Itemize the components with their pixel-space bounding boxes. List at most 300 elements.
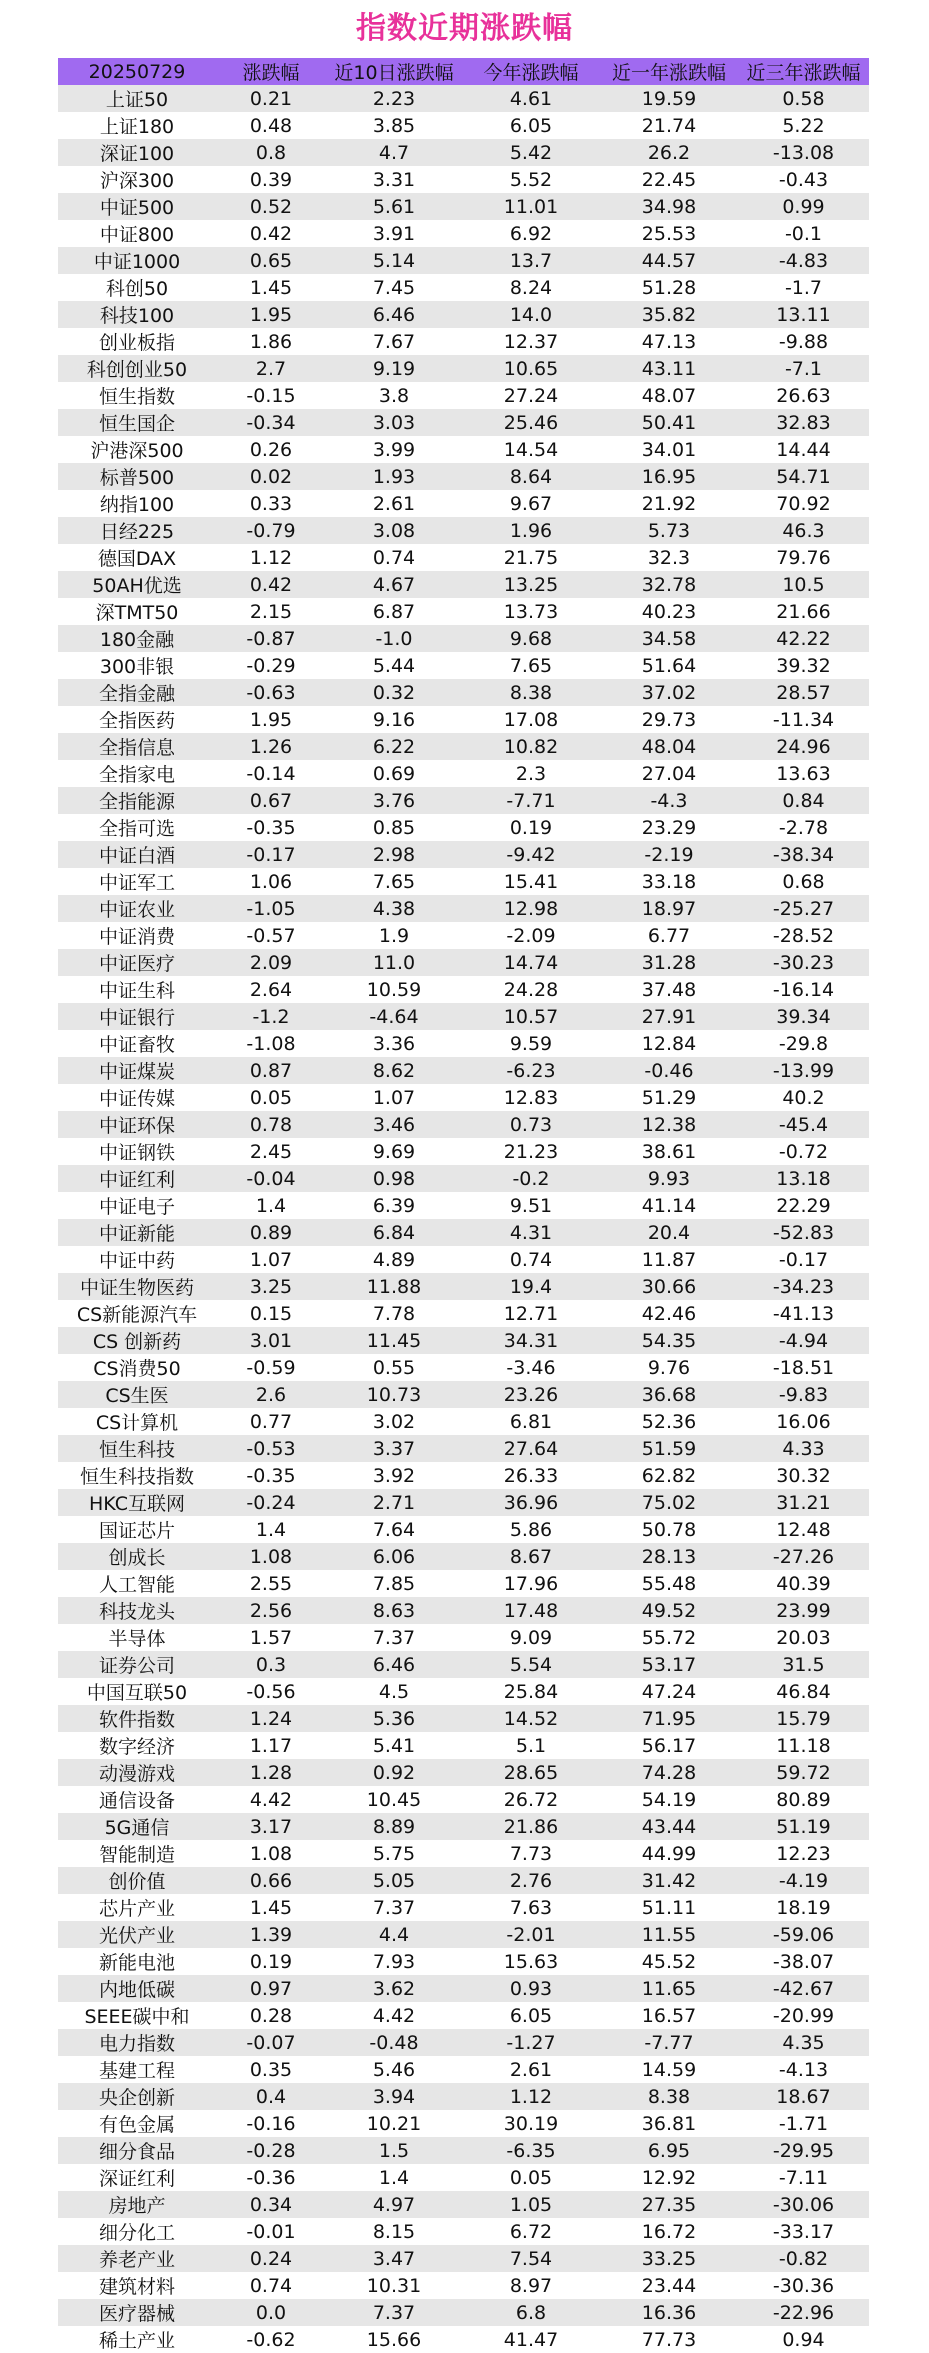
change-3year-cell: -13.08	[738, 139, 869, 166]
change-10day-cell: 5.44	[326, 652, 462, 679]
change-1year-cell: 51.29	[600, 1084, 738, 1111]
change-3year-cell: -7.1	[738, 355, 869, 382]
ytd-change-cell: 7.63	[462, 1894, 600, 1921]
ytd-change-cell: 15.41	[462, 868, 600, 895]
daily-change-cell: -0.24	[216, 1489, 326, 1516]
index-name-cell: 中证白酒	[58, 841, 216, 868]
ytd-change-cell: 28.65	[462, 1759, 600, 1786]
index-name-cell: 基建工程	[58, 2056, 216, 2083]
change-1year-cell: 48.07	[600, 382, 738, 409]
table-row	[58, 382, 869, 409]
change-10day-cell: 6.39	[326, 1192, 462, 1219]
ytd-change-cell: 7.73	[462, 1840, 600, 1867]
ytd-change-cell: 14.54	[462, 436, 600, 463]
header-1year-change: 近一年涨跌幅	[600, 58, 738, 85]
table-row	[58, 1354, 869, 1381]
change-10day-cell: 7.37	[326, 1894, 462, 1921]
change-1year-cell: 77.73	[600, 2326, 738, 2353]
change-3year-cell: 13.18	[738, 1165, 869, 1192]
change-1year-cell: 30.66	[600, 1273, 738, 1300]
change-1year-cell: 32.3	[600, 544, 738, 571]
change-10day-cell: 6.06	[326, 1543, 462, 1570]
change-1year-cell: 29.73	[600, 706, 738, 733]
change-1year-cell: 41.14	[600, 1192, 738, 1219]
change-3year-cell: -1.7	[738, 274, 869, 301]
change-1year-cell: 21.74	[600, 112, 738, 139]
change-3year-cell: -28.52	[738, 922, 869, 949]
change-10day-cell: 3.62	[326, 1975, 462, 2002]
index-name-cell: 沪港深500	[58, 436, 216, 463]
daily-change-cell: 2.45	[216, 1138, 326, 1165]
change-3year-cell: 0.58	[738, 85, 869, 112]
change-10day-cell: 5.36	[326, 1705, 462, 1732]
daily-change-cell: 0.87	[216, 1057, 326, 1084]
index-name-cell: 中证800	[58, 220, 216, 247]
change-3year-cell: -0.17	[738, 1246, 869, 1273]
table-row	[58, 1408, 869, 1435]
change-10day-cell: 7.64	[326, 1516, 462, 1543]
daily-change-cell: -0.07	[216, 2029, 326, 2056]
table-row	[58, 139, 869, 166]
table-row	[58, 733, 869, 760]
ytd-change-cell: 0.05	[462, 2164, 600, 2191]
daily-change-cell: 3.25	[216, 1273, 326, 1300]
change-10day-cell: 1.9	[326, 922, 462, 949]
daily-change-cell: 1.45	[216, 1894, 326, 1921]
change-1year-cell: 56.17	[600, 1732, 738, 1759]
index-name-cell: 科技100	[58, 301, 216, 328]
change-1year-cell: 21.92	[600, 490, 738, 517]
table-row	[58, 1192, 869, 1219]
daily-change-cell: -0.34	[216, 409, 326, 436]
ytd-change-cell: 30.19	[462, 2110, 600, 2137]
daily-change-cell: -0.79	[216, 517, 326, 544]
daily-change-cell: 0.89	[216, 1219, 326, 1246]
change-3year-cell: -59.06	[738, 1921, 869, 1948]
index-name-cell: 人工智能	[58, 1570, 216, 1597]
ytd-change-cell: 21.75	[462, 544, 600, 571]
change-10day-cell: -1.0	[326, 625, 462, 652]
daily-change-cell: 1.4	[216, 1192, 326, 1219]
index-name-cell: 智能制造	[58, 1840, 216, 1867]
change-1year-cell: 55.48	[600, 1570, 738, 1597]
table-row	[58, 1813, 869, 1840]
change-3year-cell: 51.19	[738, 1813, 869, 1840]
index-name-cell: 中证银行	[58, 1003, 216, 1030]
ytd-change-cell: 5.42	[462, 139, 600, 166]
table-row	[58, 517, 869, 544]
change-3year-cell: 26.63	[738, 382, 869, 409]
daily-change-cell: 1.06	[216, 868, 326, 895]
change-3year-cell: 30.32	[738, 1462, 869, 1489]
ytd-change-cell: 13.25	[462, 571, 600, 598]
index-name-cell: 全指家电	[58, 760, 216, 787]
index-name-cell: 中证环保	[58, 1111, 216, 1138]
daily-change-cell: 0.35	[216, 2056, 326, 2083]
table-row	[58, 2272, 869, 2299]
header-daily-change: 涨跌幅	[216, 58, 326, 85]
ytd-change-cell: 9.51	[462, 1192, 600, 1219]
change-1year-cell: 44.99	[600, 1840, 738, 1867]
index-name-cell: 180金融	[58, 625, 216, 652]
change-10day-cell: 4.89	[326, 1246, 462, 1273]
ytd-change-cell: 13.73	[462, 598, 600, 625]
change-1year-cell: 47.24	[600, 1678, 738, 1705]
change-1year-cell: 12.38	[600, 1111, 738, 1138]
ytd-change-cell: 34.31	[462, 1327, 600, 1354]
header-10day-change: 近10日涨跌幅	[326, 58, 462, 85]
table-row	[58, 328, 869, 355]
index-name-cell: 中证医疗	[58, 949, 216, 976]
daily-change-cell: 1.24	[216, 1705, 326, 1732]
daily-change-cell: 0.28	[216, 2002, 326, 2029]
index-name-cell: 中证新能	[58, 1219, 216, 1246]
table-row	[58, 247, 869, 274]
ytd-change-cell: 9.68	[462, 625, 600, 652]
change-3year-cell: 20.03	[738, 1624, 869, 1651]
change-1year-cell: -4.3	[600, 787, 738, 814]
change-3year-cell: -0.1	[738, 220, 869, 247]
ytd-change-cell: 10.65	[462, 355, 600, 382]
index-name-cell: 50AH优选	[58, 571, 216, 598]
change-1year-cell: 32.78	[600, 571, 738, 598]
daily-change-cell: -0.17	[216, 841, 326, 868]
change-1year-cell: -2.19	[600, 841, 738, 868]
change-1year-cell: -0.46	[600, 1057, 738, 1084]
change-1year-cell: 23.29	[600, 814, 738, 841]
table-row	[58, 193, 869, 220]
daily-change-cell: 3.17	[216, 1813, 326, 1840]
change-1year-cell: 11.87	[600, 1246, 738, 1273]
change-3year-cell: 13.11	[738, 301, 869, 328]
daily-change-cell: 1.26	[216, 733, 326, 760]
table-row	[58, 1030, 869, 1057]
change-1year-cell: 25.53	[600, 220, 738, 247]
table-row	[58, 2029, 869, 2056]
ytd-change-cell: 6.81	[462, 1408, 600, 1435]
table-row	[58, 1273, 869, 1300]
index-name-cell: 5G通信	[58, 1813, 216, 1840]
ytd-change-cell: 12.37	[462, 328, 600, 355]
change-1year-cell: 51.64	[600, 652, 738, 679]
table-row	[58, 1003, 869, 1030]
change-10day-cell: 7.65	[326, 868, 462, 895]
ytd-change-cell: 6.05	[462, 2002, 600, 2029]
index-name-cell: CS生医	[58, 1381, 216, 1408]
index-name-cell: 创价值	[58, 1867, 216, 1894]
daily-change-cell: 2.6	[216, 1381, 326, 1408]
change-3year-cell: 23.99	[738, 1597, 869, 1624]
change-3year-cell: -38.07	[738, 1948, 869, 1975]
ytd-change-cell: 5.1	[462, 1732, 600, 1759]
daily-change-cell: 0.42	[216, 220, 326, 247]
daily-change-cell: 0.3	[216, 1651, 326, 1678]
ytd-change-cell: 12.83	[462, 1084, 600, 1111]
change-3year-cell: 12.48	[738, 1516, 869, 1543]
table-row	[58, 1759, 869, 1786]
index-name-cell: 中证生物医药	[58, 1273, 216, 1300]
change-3year-cell: -1.71	[738, 2110, 869, 2137]
change-10day-cell: 8.15	[326, 2218, 462, 2245]
change-10day-cell: -0.48	[326, 2029, 462, 2056]
daily-change-cell: 1.57	[216, 1624, 326, 1651]
change-10day-cell: 6.46	[326, 301, 462, 328]
ytd-change-cell: 26.33	[462, 1462, 600, 1489]
change-10day-cell: 5.14	[326, 247, 462, 274]
ytd-change-cell: 12.98	[462, 895, 600, 922]
change-10day-cell: 1.93	[326, 463, 462, 490]
change-1year-cell: 31.42	[600, 1867, 738, 1894]
table-row	[58, 1489, 869, 1516]
change-10day-cell: 3.94	[326, 2083, 462, 2110]
change-3year-cell: 79.76	[738, 544, 869, 571]
index-name-cell: 稀土产业	[58, 2326, 216, 2353]
daily-change-cell: -0.29	[216, 652, 326, 679]
index-name-cell: 内地低碳	[58, 1975, 216, 2002]
daily-change-cell: 2.15	[216, 598, 326, 625]
change-3year-cell: -29.8	[738, 1030, 869, 1057]
change-10day-cell: 9.19	[326, 355, 462, 382]
index-name-cell: HKC互联网	[58, 1489, 216, 1516]
change-1year-cell: 54.19	[600, 1786, 738, 1813]
change-10day-cell: 3.31	[326, 166, 462, 193]
change-1year-cell: 43.11	[600, 355, 738, 382]
change-1year-cell: 71.95	[600, 1705, 738, 1732]
change-1year-cell: 31.28	[600, 949, 738, 976]
change-1year-cell: 9.93	[600, 1165, 738, 1192]
change-1year-cell: 40.23	[600, 598, 738, 625]
table-row	[58, 1327, 869, 1354]
table-row	[58, 463, 869, 490]
change-3year-cell: -11.34	[738, 706, 869, 733]
table-row	[58, 1921, 869, 1948]
ytd-change-cell: 17.48	[462, 1597, 600, 1624]
ytd-change-cell: 5.52	[462, 166, 600, 193]
change-1year-cell: 54.35	[600, 1327, 738, 1354]
change-3year-cell: 54.71	[738, 463, 869, 490]
ytd-change-cell: 25.84	[462, 1678, 600, 1705]
change-10day-cell: 6.84	[326, 1219, 462, 1246]
change-1year-cell: 75.02	[600, 1489, 738, 1516]
header-row	[58, 58, 869, 85]
index-name-cell: 电力指数	[58, 2029, 216, 2056]
table-row	[58, 1516, 869, 1543]
change-10day-cell: 3.85	[326, 112, 462, 139]
daily-change-cell: -0.87	[216, 625, 326, 652]
index-name-cell: 恒生科技	[58, 1435, 216, 1462]
change-3year-cell: 80.89	[738, 1786, 869, 1813]
table-row	[58, 814, 869, 841]
table-row	[58, 1867, 869, 1894]
change-10day-cell: 15.66	[326, 2326, 462, 2353]
change-1year-cell: 33.18	[600, 868, 738, 895]
daily-change-cell: -1.05	[216, 895, 326, 922]
ytd-change-cell: 6.05	[462, 112, 600, 139]
change-3year-cell: -0.82	[738, 2245, 869, 2272]
index-name-cell: 创业板指	[58, 328, 216, 355]
header-date: 20250729	[58, 58, 216, 85]
change-10day-cell: 3.37	[326, 1435, 462, 1462]
change-3year-cell: -4.94	[738, 1327, 869, 1354]
change-3year-cell: 40.39	[738, 1570, 869, 1597]
change-10day-cell: 0.69	[326, 760, 462, 787]
change-1year-cell: 16.36	[600, 2299, 738, 2326]
ytd-change-cell: 0.19	[462, 814, 600, 841]
index-name-cell: 细分食品	[58, 2137, 216, 2164]
change-1year-cell: 11.55	[600, 1921, 738, 1948]
daily-change-cell: -0.63	[216, 679, 326, 706]
ytd-change-cell: 15.63	[462, 1948, 600, 1975]
change-3year-cell: 31.5	[738, 1651, 869, 1678]
table-row	[58, 1381, 869, 1408]
change-1year-cell: 16.95	[600, 463, 738, 490]
change-1year-cell: 55.72	[600, 1624, 738, 1651]
change-10day-cell: 3.92	[326, 1462, 462, 1489]
change-3year-cell: -0.43	[738, 166, 869, 193]
ytd-change-cell: -7.71	[462, 787, 600, 814]
daily-change-cell: 0.66	[216, 1867, 326, 1894]
ytd-change-cell: 0.74	[462, 1246, 600, 1273]
change-1year-cell: 22.45	[600, 166, 738, 193]
change-1year-cell: 18.97	[600, 895, 738, 922]
ytd-change-cell: 0.73	[462, 1111, 600, 1138]
daily-change-cell: 0.8	[216, 139, 326, 166]
daily-change-cell: -0.28	[216, 2137, 326, 2164]
change-10day-cell: 7.78	[326, 1300, 462, 1327]
change-1year-cell: 23.44	[600, 2272, 738, 2299]
change-1year-cell: 49.52	[600, 1597, 738, 1624]
change-1year-cell: 26.2	[600, 139, 738, 166]
change-10day-cell: 8.62	[326, 1057, 462, 1084]
change-10day-cell: 7.45	[326, 274, 462, 301]
change-1year-cell: 53.17	[600, 1651, 738, 1678]
ytd-change-cell: 7.54	[462, 2245, 600, 2272]
daily-change-cell: 0.74	[216, 2272, 326, 2299]
ytd-change-cell: 5.54	[462, 1651, 600, 1678]
table-row	[58, 1624, 869, 1651]
change-1year-cell: 27.91	[600, 1003, 738, 1030]
daily-change-cell: -0.59	[216, 1354, 326, 1381]
ytd-change-cell: -6.35	[462, 2137, 600, 2164]
change-3year-cell: -18.51	[738, 1354, 869, 1381]
change-3year-cell: 4.33	[738, 1435, 869, 1462]
change-3year-cell: -41.13	[738, 1300, 869, 1327]
table-row	[58, 652, 869, 679]
daily-change-cell: 3.01	[216, 1327, 326, 1354]
change-1year-cell: 37.48	[600, 976, 738, 1003]
daily-change-cell: 2.56	[216, 1597, 326, 1624]
table-row	[58, 2110, 869, 2137]
change-3year-cell: 31.21	[738, 1489, 869, 1516]
change-1year-cell: 28.13	[600, 1543, 738, 1570]
index-name-cell: 央企创新	[58, 2083, 216, 2110]
change-1year-cell: 14.59	[600, 2056, 738, 2083]
index-name-cell: 房地产	[58, 2191, 216, 2218]
change-1year-cell: 51.59	[600, 1435, 738, 1462]
change-10day-cell: 0.92	[326, 1759, 462, 1786]
index-name-cell: SEEE碳中和	[58, 2002, 216, 2029]
daily-change-cell: 0.52	[216, 193, 326, 220]
change-3year-cell: -30.36	[738, 2272, 869, 2299]
change-1year-cell: 9.76	[600, 1354, 738, 1381]
change-1year-cell: -7.77	[600, 2029, 738, 2056]
index-name-cell: 全指医药	[58, 706, 216, 733]
change-3year-cell: -4.13	[738, 2056, 869, 2083]
change-1year-cell: 52.36	[600, 1408, 738, 1435]
change-10day-cell: 3.08	[326, 517, 462, 544]
daily-change-cell: 0.48	[216, 112, 326, 139]
daily-change-cell: -0.53	[216, 1435, 326, 1462]
daily-change-cell: 0.33	[216, 490, 326, 517]
change-10day-cell: 11.45	[326, 1327, 462, 1354]
table-row	[58, 841, 869, 868]
index-name-cell: 中证军工	[58, 868, 216, 895]
change-1year-cell: 19.59	[600, 85, 738, 112]
table-row	[58, 2218, 869, 2245]
index-name-cell: 创成长	[58, 1543, 216, 1570]
change-1year-cell: 20.4	[600, 1219, 738, 1246]
daily-change-cell: -1.08	[216, 1030, 326, 1057]
daily-change-cell: 1.4	[216, 1516, 326, 1543]
change-1year-cell: 33.25	[600, 2245, 738, 2272]
change-1year-cell: 45.52	[600, 1948, 738, 1975]
ytd-change-cell: 4.61	[462, 85, 600, 112]
table-row	[58, 922, 869, 949]
ytd-change-cell: -2.09	[462, 922, 600, 949]
ytd-change-cell: -0.2	[462, 1165, 600, 1192]
index-name-cell: 恒生科技指数	[58, 1462, 216, 1489]
index-name-cell: 全指金融	[58, 679, 216, 706]
change-10day-cell: 3.91	[326, 220, 462, 247]
index-name-cell: 中证红利	[58, 1165, 216, 1192]
table-row	[58, 1138, 869, 1165]
table-row	[58, 2164, 869, 2191]
ytd-change-cell: 24.28	[462, 976, 600, 1003]
change-10day-cell: 1.07	[326, 1084, 462, 1111]
index-name-cell: 光伏产业	[58, 1921, 216, 1948]
change-1year-cell: 47.13	[600, 328, 738, 355]
index-name-cell: 中证中药	[58, 1246, 216, 1273]
daily-change-cell: 1.39	[216, 1921, 326, 1948]
index-name-cell: 恒生国企	[58, 409, 216, 436]
daily-change-cell: -0.35	[216, 814, 326, 841]
ytd-change-cell: 8.24	[462, 274, 600, 301]
change-3year-cell: 11.18	[738, 1732, 869, 1759]
index-name-cell: 中证1000	[58, 247, 216, 274]
change-10day-cell: 7.93	[326, 1948, 462, 1975]
change-3year-cell: -25.27	[738, 895, 869, 922]
change-10day-cell: 2.98	[326, 841, 462, 868]
index-name-cell: 标普500	[58, 463, 216, 490]
table-row	[58, 409, 869, 436]
change-10day-cell: 6.46	[326, 1651, 462, 1678]
change-1year-cell: 12.92	[600, 2164, 738, 2191]
index-name-cell: 中证消费	[58, 922, 216, 949]
change-10day-cell: 3.02	[326, 1408, 462, 1435]
change-1year-cell: 38.61	[600, 1138, 738, 1165]
change-10day-cell: 2.23	[326, 85, 462, 112]
table-row	[58, 2245, 869, 2272]
ytd-change-cell: 6.8	[462, 2299, 600, 2326]
index-name-cell: 深证100	[58, 139, 216, 166]
table-row	[58, 1462, 869, 1489]
daily-change-cell: 0.21	[216, 85, 326, 112]
change-3year-cell: 22.29	[738, 1192, 869, 1219]
daily-change-cell: 1.07	[216, 1246, 326, 1273]
daily-change-cell: 0.26	[216, 436, 326, 463]
change-10day-cell: 3.99	[326, 436, 462, 463]
daily-change-cell: 0.97	[216, 1975, 326, 2002]
